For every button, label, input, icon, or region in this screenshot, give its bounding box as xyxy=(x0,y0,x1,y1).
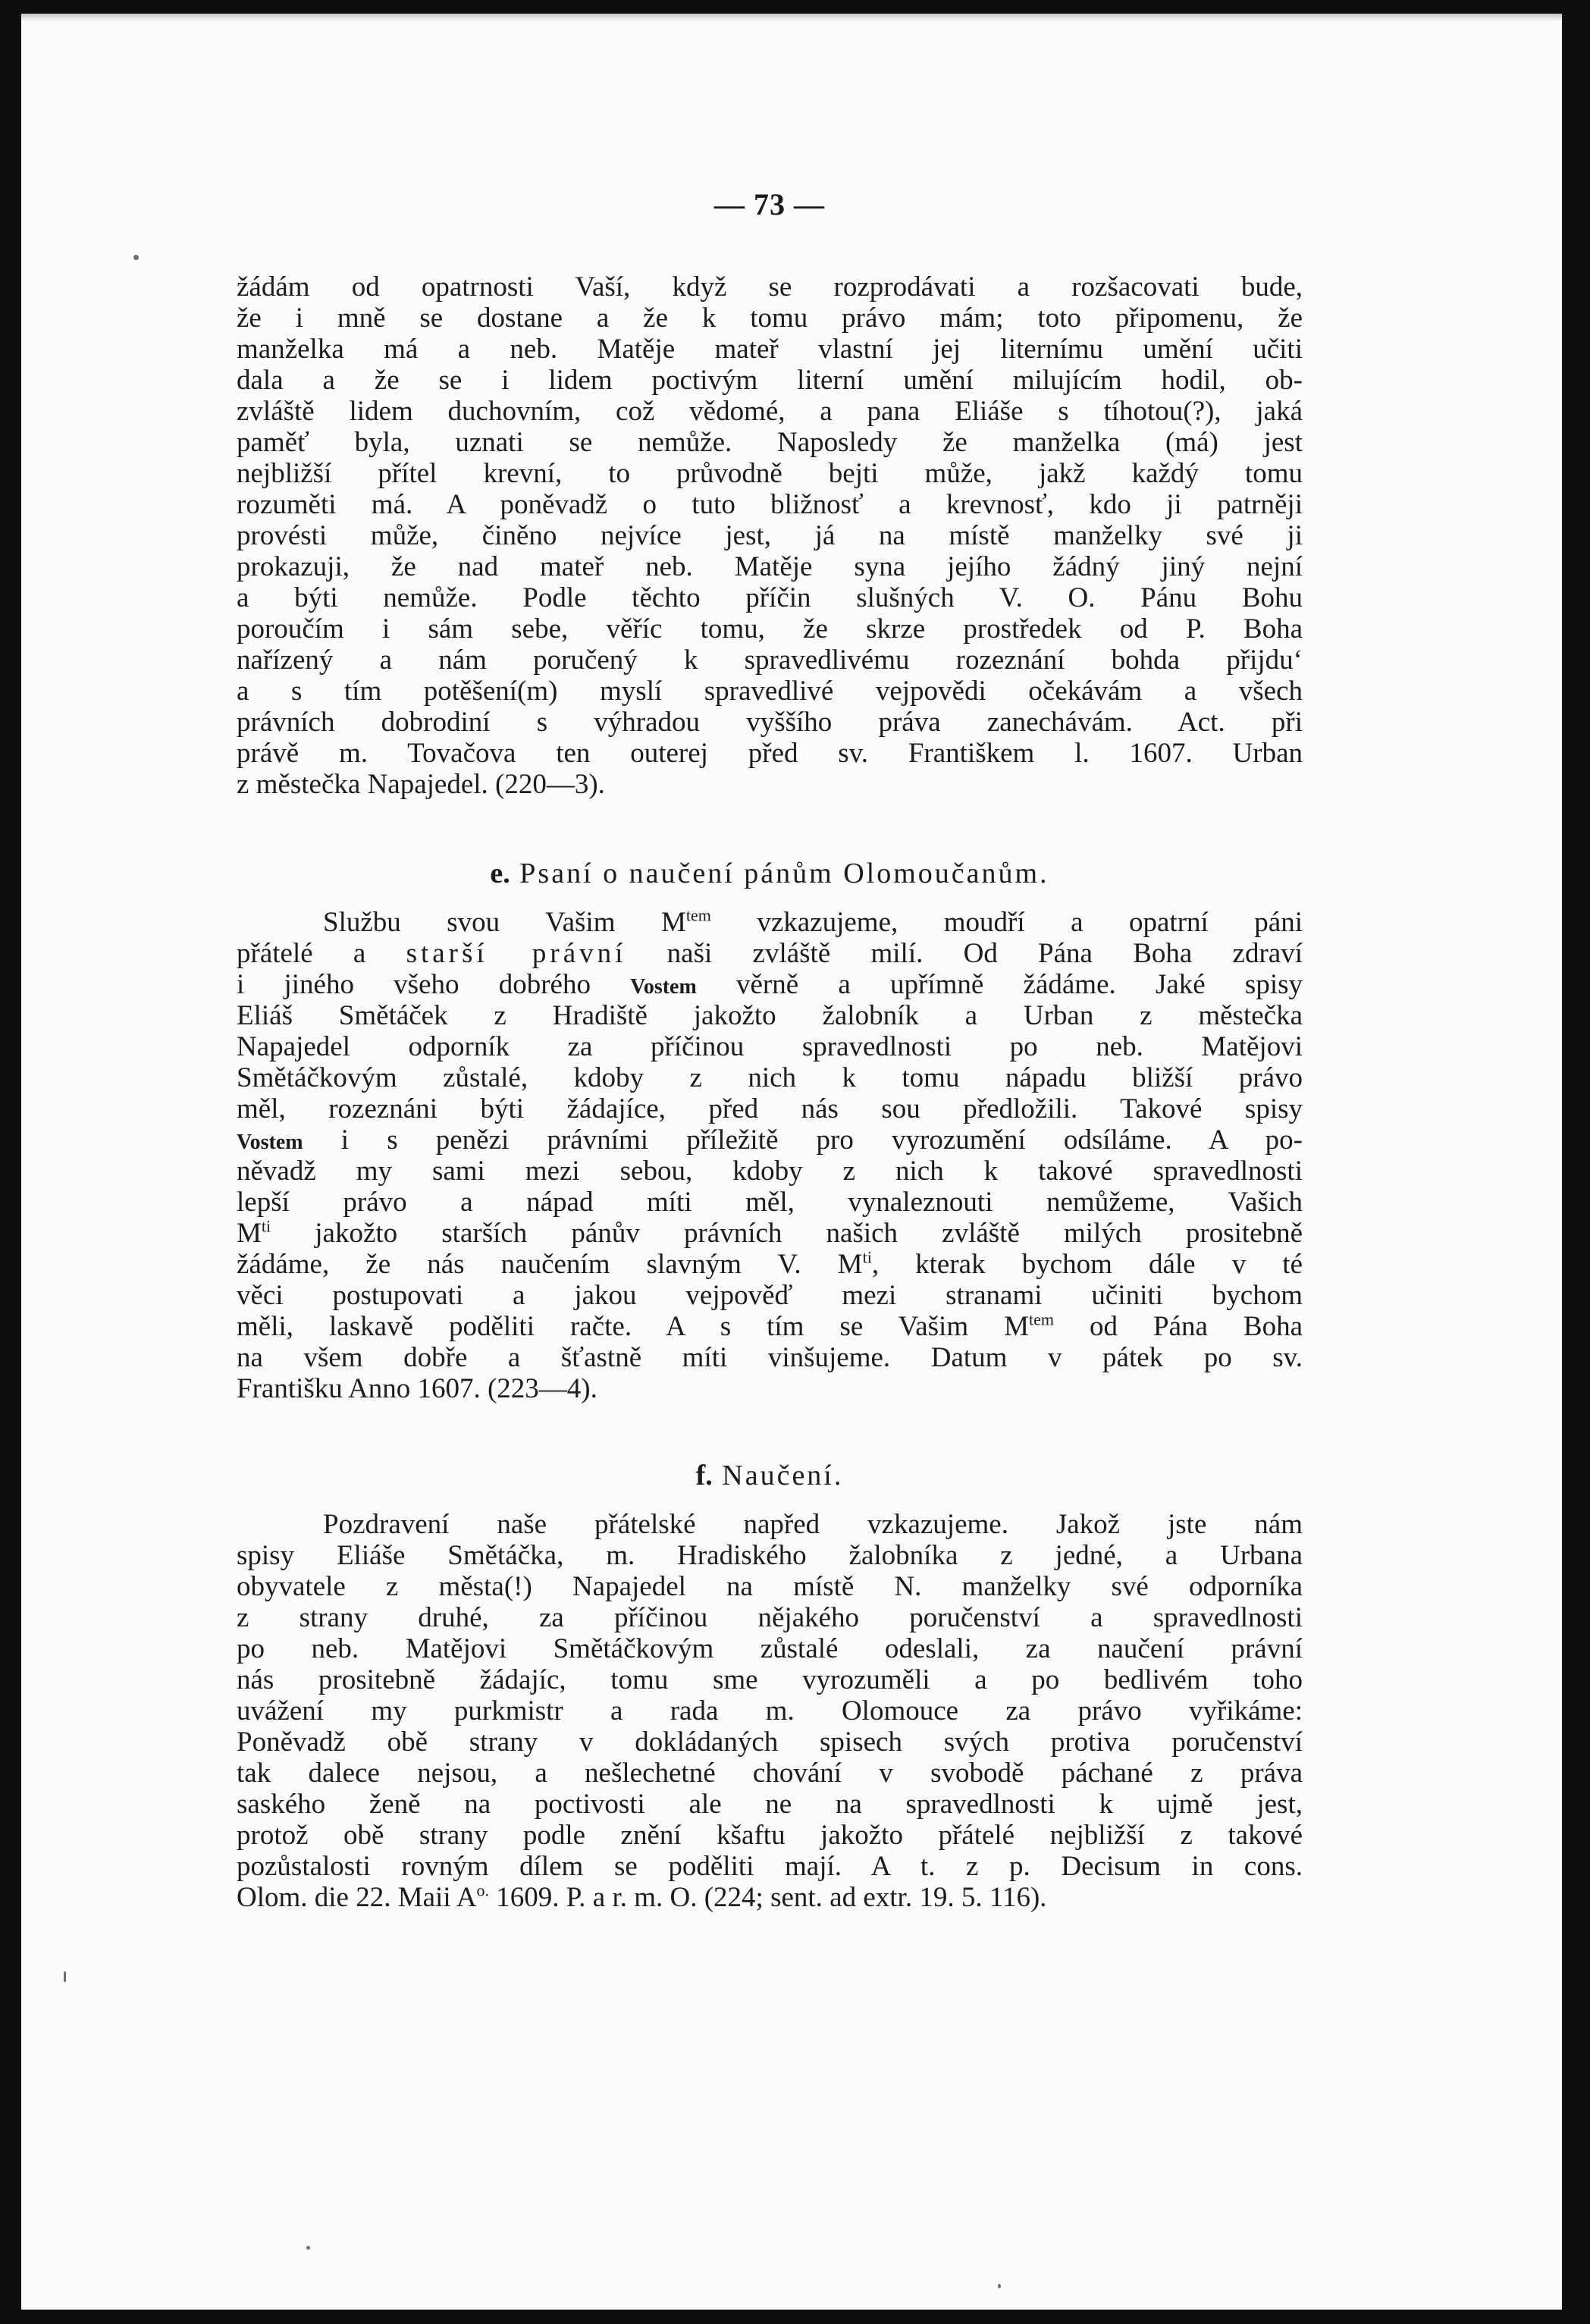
text-run: i s penězi právními příležitě pro vyrozumění odsíláme. A po- xyxy=(303,1124,1303,1156)
text-run: jakožto starších pánův právních našich zvláště milých prositebně xyxy=(271,1218,1303,1249)
text-line: z městečka Napajedel. (220—3). xyxy=(237,769,605,800)
text-line: Napajedel odporník za příčinou spravedlnosti po neb. Matějovi xyxy=(237,1031,1303,1062)
text-run: 1609. P. a r. m. O. (224; sent. ad extr. 19. 5. 116). xyxy=(489,1882,1047,1913)
text-line: Pozdravení naše přátelské napřed vzkazujeme. Jakož jste nám xyxy=(323,1509,1303,1540)
text-line xyxy=(237,969,1303,1000)
text-line: nejbližší přítel krevní, to průvodně bejti může, jakž každý tomu xyxy=(237,458,1303,489)
text-run: naši zvláště milí. Od Pána Boha zdraví xyxy=(626,938,1303,969)
paragraph-2 xyxy=(237,907,1303,1404)
text-line: spisy Eliáše Smětáčka, m. Hradiského žalobníka z jedné, a Urbana xyxy=(237,1540,1303,1571)
text-line: po neb. Matějovi Smětáčkovým zůstalé odeslali, za naučení právní xyxy=(237,1633,1303,1664)
scan-speck xyxy=(64,1971,66,1982)
text-run: od Pána Boha xyxy=(1054,1311,1303,1342)
scan-speck xyxy=(998,2284,1001,2288)
text-line: a s tím potěšení(m) myslí spravedlivé vejpovědi očekávám a všech xyxy=(237,676,1303,707)
text-line: protož obě strany podle znění kšaftu jakožto přátelé nejbližší z takové xyxy=(237,1820,1303,1851)
section-mark: f. xyxy=(695,1460,713,1491)
section-title: Naučení. xyxy=(722,1460,844,1491)
section-heading-f xyxy=(237,1459,1303,1492)
text-line xyxy=(237,1249,1303,1280)
text-line: poroučím i sám sebe, věříc tomu, že skrze prostředek od P. Boha xyxy=(237,613,1303,645)
text-line: provésti může, činěno nejvíce jest, já na místě manželky své ji xyxy=(237,520,1303,551)
text-line xyxy=(237,938,1303,969)
text-line: zvláště lidem duchovním, což vědomé, a pana Eliáše s tíhotou(?), jaká xyxy=(237,396,1303,427)
text-run: Službu svou Vašim M xyxy=(323,907,686,938)
page-number: — 73 — xyxy=(714,187,825,221)
superscript: ti xyxy=(261,1216,271,1236)
text-line: nás prositebně žádajíc, tomu sme vyrozuměli a po bedlivém toho xyxy=(237,1664,1303,1695)
spaced-text: starší právní xyxy=(406,938,627,969)
text-line: že i mně se dostane a že k tomu právo mám; toto připomenu, že xyxy=(237,303,1303,334)
text-run: žádáme, že nás naučením slavným V. M xyxy=(237,1249,863,1280)
text-line: právě m. Tovačova ten outerej před sv. Františkem l. 1607. Urban xyxy=(237,738,1303,769)
paragraph-1 xyxy=(237,271,1303,800)
text-line: dala a že se i lidem poctivým literní umění milujícím hodil, ob- xyxy=(237,365,1303,396)
text-line: Františku Anno 1607. (223—4). xyxy=(237,1373,597,1404)
text-line: lepší právo a nápad míti měl, vynaleznouti nemůžeme, Vašich xyxy=(237,1187,1303,1218)
superscript: o. xyxy=(476,1880,490,1900)
text-line: Smětáčkovým zůstalé, kdoby z nich k tomu nápadu bližší právo xyxy=(237,1062,1303,1093)
text-run: i jiného všeho dobrého xyxy=(237,969,631,1000)
text-line xyxy=(237,907,1303,938)
superscript: tem xyxy=(685,905,711,925)
text-line: žádám od opatrnosti Vaší, když se rozprodávati a rozšacovati bude, xyxy=(237,271,1303,303)
text-line: měl, rozeznáni býti žádajíce, před nás sou předložili. Takové spisy xyxy=(237,1093,1303,1124)
text-run: měli, laskavě poděliti račte. A s tím se Vašim M xyxy=(237,1311,1029,1342)
scan-shadow xyxy=(21,14,1562,21)
text-line: Poněvadž obě strany v dokládaných spisech svých protiva poručenství xyxy=(237,1727,1303,1758)
text-line: a býti nemůže. Podle těchto příčin slušných V. O. Pánu Bohu xyxy=(237,582,1303,613)
text-line xyxy=(237,1218,1303,1249)
paragraph-3 xyxy=(237,1509,1303,1913)
text-line: tak dalece nejsou, a nešlechetné chování v svobodě páchané z práva xyxy=(237,1758,1303,1789)
section-heading-e xyxy=(237,857,1303,890)
text-line: věci postupovati a jakou vejpověď mezi stranami učiniti bychom xyxy=(237,1280,1303,1311)
abbreviation: Vostem xyxy=(237,1131,303,1154)
text-run: vzkazujeme, moudří a opatrní páni xyxy=(710,907,1303,938)
text-line: právních dobrodiní s výhradou vyššího práva zanechávám. Act. při xyxy=(237,707,1303,738)
text-line: manželka má a neb. Matěje mateř vlastní jej liternímu umění učiti xyxy=(237,334,1303,365)
text-line xyxy=(237,1882,1303,1913)
section-title: Psaní o naučení pánům Olomoučanům. xyxy=(519,858,1049,889)
text-line: pozůstalosti rovným dílem se poděliti mají. A t. z p. Decisum in cons. xyxy=(237,1851,1303,1882)
superscript: tem xyxy=(1029,1309,1054,1329)
scan-speck xyxy=(306,2246,310,2250)
scan-speck xyxy=(133,255,139,260)
text-line: z strany druhé, za příčinou nějakého poručenství a spravedlnosti xyxy=(237,1602,1303,1633)
text-line: rozuměti má. A poněvadž o tuto bližnosť a krevnosť, kdo ji patrněji xyxy=(237,489,1303,520)
superscript: ti xyxy=(862,1247,872,1267)
text-line: saského ženě na poctivosti ale ne na spravedlnosti k ujmě jest, xyxy=(237,1789,1303,1820)
text-line: nařízený a nám poručený k spravedlivému rozeznání bohda přijdu‘ xyxy=(237,645,1303,676)
text-line: něvadž my sami mezi sebou, kdoby z nich k takové spravedlnosti xyxy=(237,1156,1303,1187)
text-line xyxy=(237,1311,1303,1342)
text-run: věrně a upřímně žádáme. Jaké spisy xyxy=(696,969,1303,1000)
text-line: Eliáš Smětáček z Hradiště jakožto žalobník a Urban z městečka xyxy=(237,1000,1303,1031)
section-mark: e. xyxy=(490,858,510,889)
text-line: prokazuji, že nad mateř neb. Matěje syna jejího žádný jiný nejní xyxy=(237,551,1303,582)
text-line: na všem dobře a šťastně míti vinšujeme. Datum v pátek po sv. xyxy=(237,1342,1303,1373)
text-run: přátelé a xyxy=(237,938,406,969)
text-run: M xyxy=(237,1218,262,1249)
document-page xyxy=(21,14,1562,2310)
text-line: paměť byla, uznati se nemůže. Naposledy že manželka (má) jest xyxy=(237,427,1303,458)
text-line xyxy=(237,1124,1303,1156)
abbreviation: Vostem xyxy=(630,975,697,999)
text-run: Olom. die 22. Maii A xyxy=(237,1882,477,1913)
text-line: obyvatele z města(!) Napajedel na místě N. manželky své odporníka xyxy=(237,1571,1303,1602)
text-run: , kterak bychom dále v té xyxy=(871,1249,1303,1280)
text-line: uvážení my purkmistr a rada m. Olomouce za právo vyřikáme: xyxy=(237,1695,1303,1727)
